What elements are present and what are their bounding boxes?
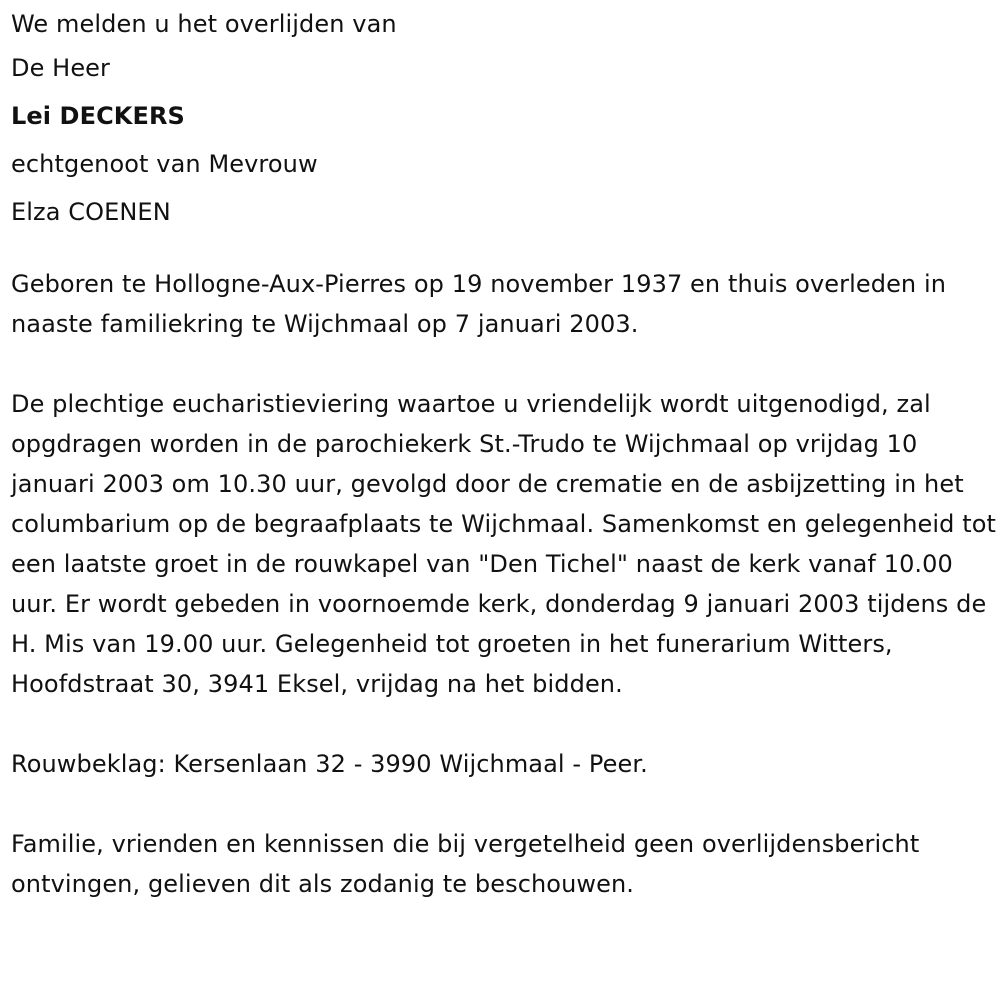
condolence-address: Rouwbeklag: Kersenlaan 32 - 3990 Wijchmaal - Peer.: [11, 750, 648, 778]
spacer: [11, 784, 996, 824]
spacer: [11, 344, 996, 384]
spouse-name: Elza COENEN: [11, 198, 171, 226]
birth-death-paragraph: Geboren te Hollogne-Aux-Pierres op 19 november 1937 en thuis overleden in naaste familiekring te Wijchmaal op 7 januari 2003.: [11, 270, 947, 338]
deceased-name: Lei DECKERS: [11, 102, 185, 130]
deceased-block: [11, 44, 996, 236]
closing-paragraph: Familie, vrienden en kennissen die bij vergetelheid geen overlijdensbericht ontvingen, gelieven dit als zodanig te beschouwen.: [11, 830, 920, 898]
spacer: [11, 704, 996, 744]
intro-text: We melden u het overlijden van: [11, 10, 397, 38]
honorific: De Heer: [11, 54, 111, 82]
ceremony-paragraph: De plechtige eucharistieviering waartoe u vriendelijk wordt uitgenodigd, zal opgdragen worden in de parochiekerk St.-Trudo te Wijchmaal op vrijdag 10 januari 2003 om 10.30 uur, gevolgd door de crematie en de asbijzetting in het columbarium op de begraafplaats te Wijchmaal. Samenkomst en gelegenheid tot een laatste groet in de rouwkapel van "Den Tichel" naast de kerk vanaf 10.00 uur. Er wordt gebeden in voornoemde kerk, donderdag 9 januari 2003 tijdens de H. Mis van 19.00 uur. Gelegenheid tot groeten in het funerarium Witters, Hoofdstraat 30, 3941 Eksel, vrijdag na het bidden.: [11, 390, 997, 698]
spouse-line: echtgenoot van Mevrouw: [11, 150, 318, 178]
death-announcement: [11, 4, 996, 904]
